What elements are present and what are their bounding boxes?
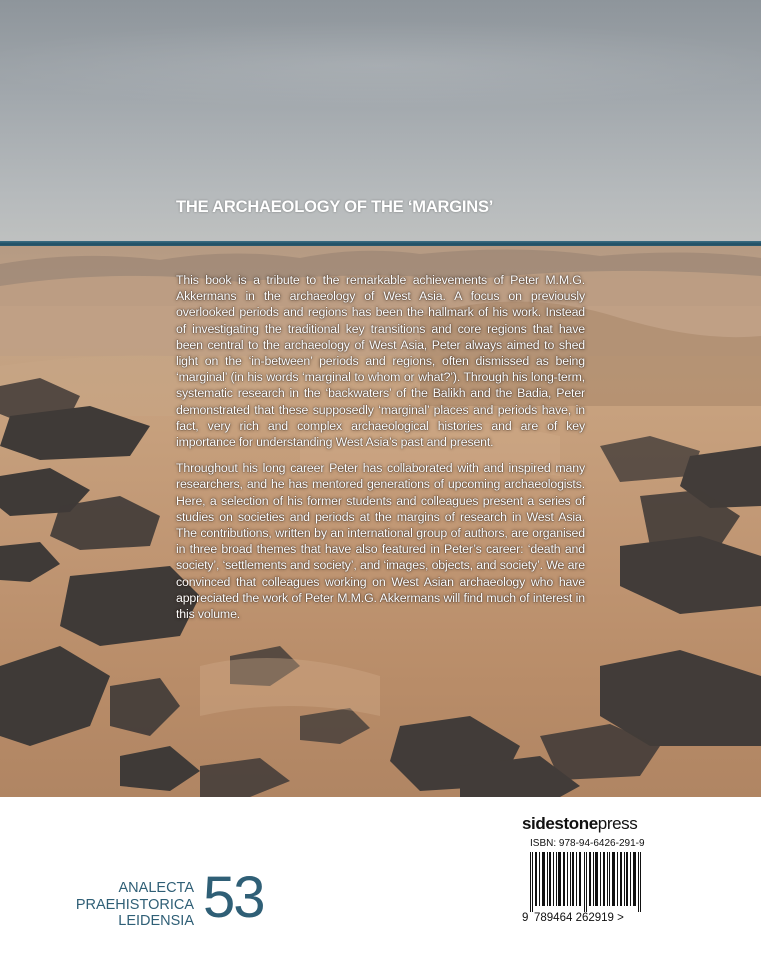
barcode-group-2: 262919 (575, 912, 614, 924)
cover-title: THE ARCHAEOLOGY OF THE ‘MARGINS’ (176, 198, 494, 216)
publisher-name-bold: sidestone (522, 814, 598, 833)
publisher-logo (522, 814, 637, 834)
series-line: ANALECTA (118, 880, 194, 896)
series-line: LEIDENSIA (118, 913, 194, 929)
barcode-lead-digit: 9 (522, 912, 529, 924)
barcode-number (522, 912, 662, 924)
series-line: PRAEHISTORICA (75, 896, 194, 913)
barcode-trailer: > (617, 912, 624, 924)
series-name (64, 880, 194, 930)
blurb-text (176, 272, 585, 632)
publisher-name-light: press (597, 814, 638, 833)
blurb-paragraph: Throughout his long career Peter has collaborated with and inspired many researchers, and he has mentored generations of upcoming archaeologists. Here, a selection of his former students and colleagues present a series of studies on societies and periods at the margins of research in West Asia. The contributions, written by an international group of authors, are organised in three broad themes that have also featured in Peter’s career: ‘death and society’, ‘settlements and society’, and ‘images, objects, and society’. We are convinced that colleagues working on West Asian archaeology who have appreciated the work of Peter M.M.G. Akkermans will find much of interest in this volume. (176, 461, 585, 622)
barcode-group-1: 789464 (534, 912, 573, 924)
blurb-paragraph: This book is a tribute to the remarkable achievements of Peter M.M.G. Akkermans in the archaeology of West Asia. A focus on previously overlooked periods and regions has been the hallmark of his work. Instead of investigating the traditional key transitions and core regions that have been central to the archaeology of West Asia, Peter always aimed to shed light on the ‘in-between’ periods and regions, often dismissed as being ‘marginal’ (in his words ‘marginal to whom or what?’). Through his long-term, systematic research in the ‘backwaters’ of the Balikh and the Badia, Peter demonstrated that these supposedly ‘marginal’ places and periods have, in fact, very rich and complex archaeological histories and are of key importance for understanding West Asia’s past and present. (176, 273, 585, 450)
barcode-icon (522, 852, 650, 912)
series-number: 53 (203, 865, 264, 930)
isbn-label: ISBN: 978-94-6426-291-9 (530, 838, 645, 849)
